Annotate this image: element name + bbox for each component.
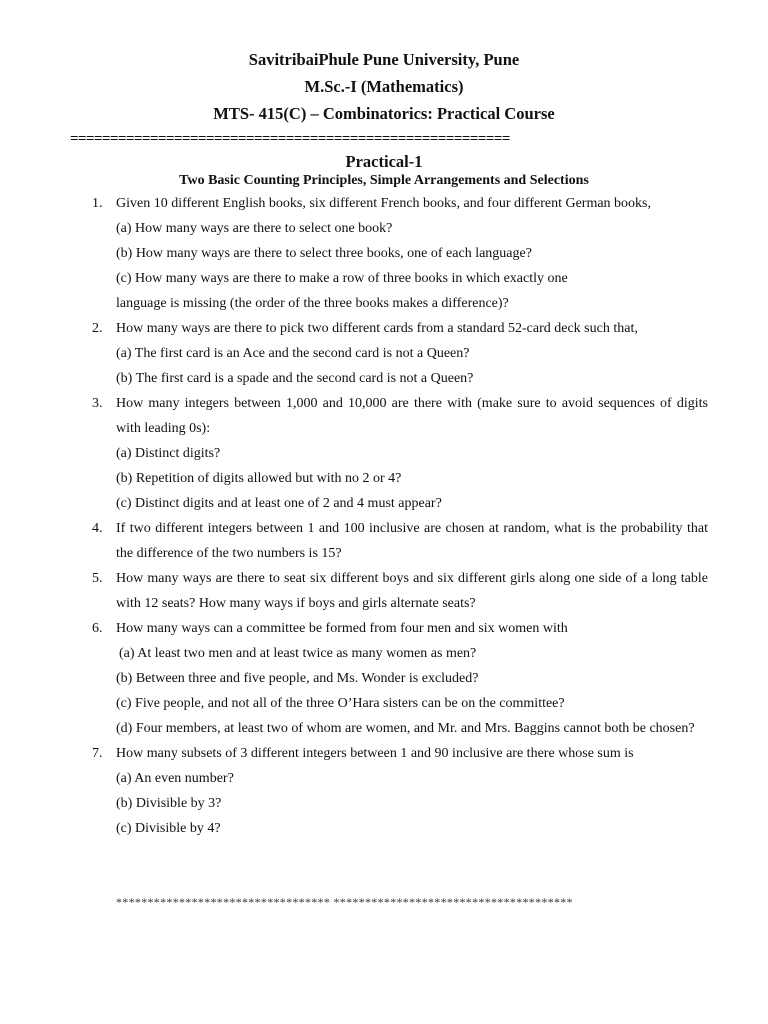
question-text: How many ways are there to seat six different boys and six different girls along one side of a long table with 12 seats? How many ways if boys and girls alternate seats? [116, 571, 708, 611]
question-option: (a) An even number? [116, 771, 234, 786]
question-option: (c) Divisible by 4? [116, 821, 221, 836]
question-option: (b) Repetition of digits allowed but with no 2 or 4? [116, 471, 402, 486]
practical-title: Practical-1 [345, 152, 423, 171]
footer-stars-separator: ********************************** ************************************** [116, 895, 573, 909]
question-option: (a) The first card is an Ace and the second card is not a Queen? [116, 346, 470, 361]
question-text: How many subsets of 3 different integers between 1 and 90 inclusive are there whose sum is [116, 746, 634, 761]
separator-line: ======================================================= [70, 131, 510, 147]
question-option: (b) The first card is a spade and the second card is not a Queen? [116, 371, 474, 386]
question-text: How many ways can a committee be formed from four men and six women with [116, 621, 568, 636]
course-title: M.Sc.-I (Mathematics) [304, 77, 464, 96]
question-option: language is missing (the order of the three books makes a difference)? [116, 296, 509, 311]
question-item [92, 316, 708, 391]
question-option: (c) Distinct digits and at least one of 2 and 4 must appear? [116, 496, 442, 511]
question-number: 2. [92, 321, 103, 336]
practical-subtitle: Two Basic Counting Principles, Simple Arrangements and Selections [179, 173, 589, 188]
question-item [92, 741, 708, 841]
question-item [92, 616, 708, 741]
question-option: (a) At least two men and at least twice as many women as men? [119, 646, 477, 661]
question-item [92, 391, 708, 516]
question-item [92, 516, 708, 566]
question-item [92, 191, 708, 316]
question-option: (b) Divisible by 3? [116, 796, 222, 811]
question-item [92, 566, 708, 616]
university-title: SavitribaiPhule Pune University, Pune [248, 50, 520, 69]
question-number: 1. [92, 196, 103, 211]
question-option: (d) Four members, at least two of whom are women, and Mr. and Mrs. Baggins cannot both be chosen? [116, 721, 695, 736]
question-option: (c) How many ways are there to make a row of three books in which exactly one [116, 271, 568, 286]
question-text: Given 10 different English books, six different French books, and four different German books, [116, 196, 652, 211]
question-number: 3. [92, 396, 103, 411]
question-number: 4. [92, 521, 103, 536]
question-option: (a) How many ways are there to select one book? [116, 221, 393, 236]
question-text: How many ways are there to pick two different cards from a standard 52-card deck such that, [116, 321, 638, 336]
question-number: 6. [92, 621, 103, 636]
question-number: 7. [92, 746, 103, 761]
question-option: (b) Between three and five people, and Ms. Wonder is excluded? [116, 671, 479, 686]
question-text: How many integers between 1,000 and 10,000 are there with (make sure to avoid sequences of digits with leading 0s): [116, 396, 708, 436]
subject-title: MTS- 415(C) – Combinatorics: Practical Course [213, 104, 555, 123]
question-option: (c) Five people, and not all of the three O’Hara sisters can be on the committee? [116, 696, 565, 711]
question-text: If two different integers between 1 and 100 inclusive are chosen at random, what is the probability that the difference of the two numbers is 15? [116, 521, 708, 561]
question-list [92, 191, 708, 841]
question-option: (a) Distinct digits? [116, 446, 221, 461]
question-option: (b) How many ways are there to select three books, one of each language? [116, 246, 532, 261]
question-number: 5. [92, 571, 103, 586]
